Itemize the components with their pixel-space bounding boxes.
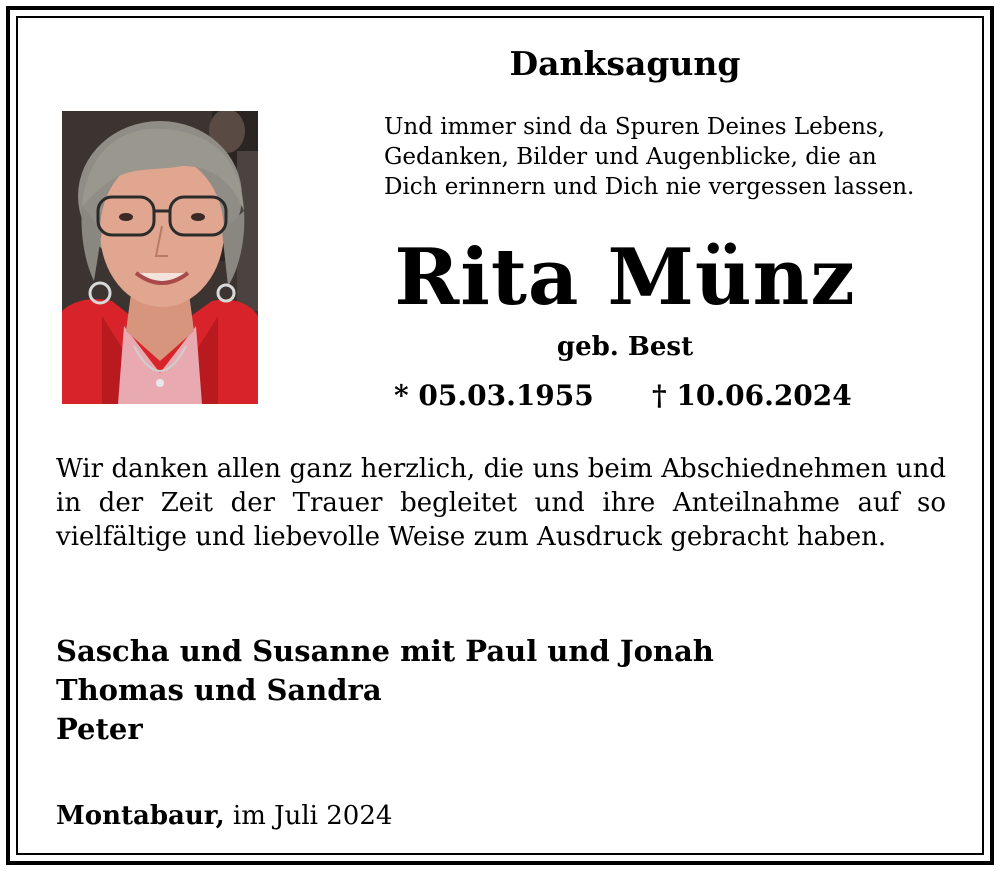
notice-heading: Danksagung (509, 44, 741, 83)
thanks-paragraph: Wir danken allen ganz herzlich, die uns beim Abschiednehmen und in der Zeit der Trauer begleitet und ihre Anteilnahme auf so vielfältige und liebevolle Weise zum Ausdruck gebracht haben. (56, 454, 946, 552)
family-signatures (56, 632, 956, 749)
family-line: Thomas und Sandra (56, 673, 382, 707)
family-line: Sascha und Susanne mit Paul und Jonah (56, 634, 714, 668)
verse-line: Dich erinnern und Dich nie vergessen lassen. (384, 174, 915, 200)
life-dates (380, 376, 870, 416)
death-date: † 10.06.2024 (652, 379, 852, 412)
place-date-line (56, 798, 392, 834)
verse-line: Und immer sind da Spuren Deines Lebens, (384, 114, 885, 140)
maiden-name: geb. Best (556, 332, 694, 362)
portrait-photo (62, 111, 258, 404)
verse-line: Gedanken, Bilder und Augenblicke, die an (384, 144, 877, 170)
deceased-name: Rita Münz (394, 232, 856, 323)
verse-text (384, 112, 964, 202)
family-line: Peter (56, 712, 143, 746)
birth-date: * 05.03.1955 (394, 379, 594, 412)
date-text: im Juli 2024 (224, 801, 393, 831)
place-name: Montabaur, (56, 801, 225, 831)
